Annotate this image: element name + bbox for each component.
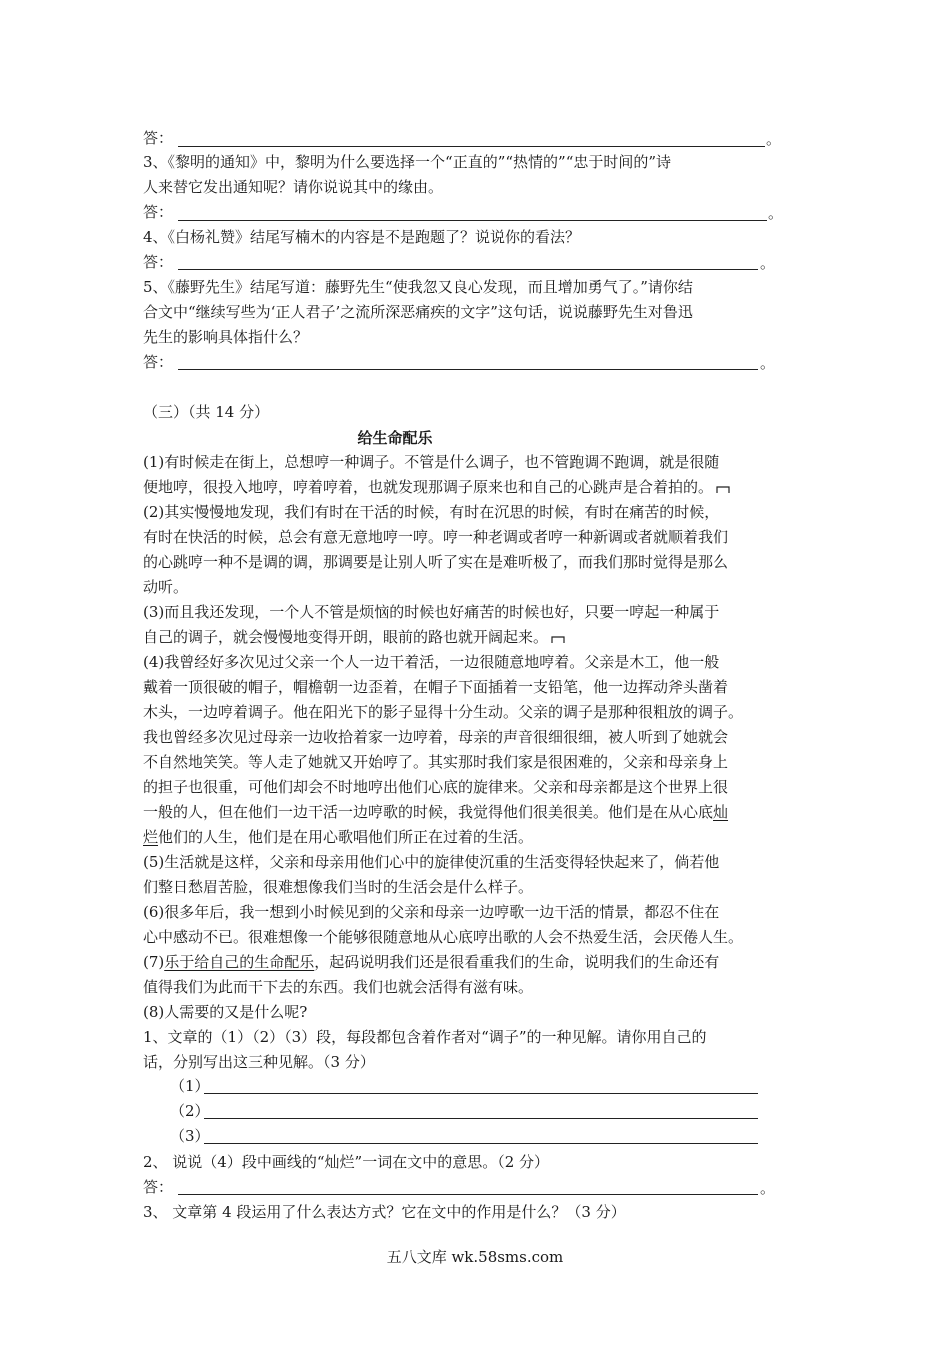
answer-line-3 <box>143 200 833 225</box>
answer-period: 。 <box>768 204 784 222</box>
paragraph-2-line-4: 动听。 <box>143 578 189 596</box>
paragraph-3-text: 自己的调子，就会慢慢地变得开朗，眼前的路也就开阔起来。 <box>143 628 549 646</box>
paragraph-5-line-2: 们整日愁眉苦脸，很难想像我们当时的生活会是什么样子。 <box>143 878 534 896</box>
paragraph-4-line-1: (4)我曾经好多次见过父亲一个人一边干着活，一边很随意地哼着。父亲是木工，他一般 <box>143 653 720 671</box>
paragraph-2-line-2: 有时在快活的时候，总会有意无意地哼一哼。哼一种老调或者哼一种新调或者就顺着我们 <box>143 528 729 546</box>
paragraph-7-line-2: 值得我们为此而干下去的东西。我们也就会活得有滋有味。 <box>143 978 534 996</box>
paragraph-1-line-2 <box>143 475 833 500</box>
reading-question-3-line-1: 3、 文章第 4 段运用了什么表达方式？它在文中的作用是什么？（3 分） <box>143 1203 626 1221</box>
paragraph-8-line-1: (8)人需要的又是什么呢? <box>143 1003 308 1021</box>
reading-question-1-line-2: 话，分别写出这三种见解。（3 分） <box>143 1053 375 1071</box>
answer-line-5 <box>143 350 833 375</box>
paragraph-7-line-1 <box>143 950 833 975</box>
paragraph-4-text: 他们的人生，他们是在用心歌唱他们所正在过着的生活。 <box>158 828 534 846</box>
paragraph-5-line-1: (5)生活就是这样，父亲和母亲用他们心中的旋律使沉重的生活变得轻快起来了，倘若他 <box>143 853 720 871</box>
paragraph-1-line-1: (1)有时候走在街上，总想哼一种调子。不管是什么调子，也不管跑调不跑调，就是很随 <box>143 453 720 471</box>
editing-mark-icon <box>716 484 730 494</box>
paragraph-2-line-3: 的心跳哼一种不是调的调，那调要是让别人听了实在是难听极了，而我们那时觉得是那么 <box>143 553 729 571</box>
question-4-line-1: 4、《白杨礼赞》结尾写楠木的内容是不是跑题了？说说你的看法？ <box>143 228 581 246</box>
answer-label: 答： <box>143 253 174 271</box>
question-3-line-2: 人来替它发出通知呢？请你说说其中的缘由。 <box>143 178 444 196</box>
answer-rule <box>178 269 758 270</box>
sub-answer-label-2: （2） <box>170 1102 210 1120</box>
question-5-line-2: 合文中“继续写些为‘正人君子’之流所深恶痛疾的文字”这句话，说说藤野先生对鲁迅 <box>143 303 693 321</box>
paragraph-4-line-5: 不自然地笑笑。等人走了她就又开始哼了。其实那时我们家是很困难的，父亲和母亲身上 <box>143 753 729 771</box>
answer-line-reading-2 <box>143 1175 833 1200</box>
answer-period: 。 <box>760 354 776 372</box>
sub-answer-rule-1 <box>204 1093 758 1094</box>
sub-answer-label-1: （1） <box>170 1077 210 1095</box>
paragraph-4-line-2: 戴着一顶很破的帽子，帽檐朝一边歪着，在帽子下面插着一支铅笔，他一边挥动斧头凿着 <box>143 678 729 696</box>
question-5-line-3: 先生的影响具体指什么？ <box>143 328 309 346</box>
paragraph-4-line-7 <box>143 800 833 825</box>
paragraph-4-line-6: 的担子也很重，可他们却会不时地哼出他们心底的旋律来。父亲和母亲都是这个世界上很 <box>143 778 729 796</box>
answer-label: 答： <box>143 353 174 371</box>
paragraph-2-line-1: (2)其实慢慢地发现，我们有时在干活的时候，有时在沉思的时候，有时在痛苦的时候， <box>143 503 720 521</box>
paragraph-4-line-8 <box>143 825 833 850</box>
question-5-line-1: 5、《藤野先生》结尾写道：藤野先生“使我忽又良心发现，而且增加勇气了。”请你结 <box>143 278 693 296</box>
answer-period: 。 <box>760 1179 776 1197</box>
answer-rule <box>178 220 767 221</box>
paragraph-1-text: 便地哼，很投入地哼，哼着哼着，也就发现那调子原来也和自己的心跳声是合着拍的。 <box>143 478 714 496</box>
sub-answer-label-3: （3） <box>170 1127 210 1145</box>
page-footer: 五八文库 wk.58sms.com <box>386 1248 564 1266</box>
passage-title: 给生命配乐 <box>357 429 433 447</box>
answer-label: 答： <box>143 203 174 221</box>
paragraph-6-line-1: (6)很多年后，我一想到小时候见到的父亲和母亲一边哼歌一边干活的情景，都忍不住在 <box>143 903 720 921</box>
section-heading: （三）（共 14 分） <box>143 403 270 421</box>
answer-label: 答： <box>143 1178 174 1196</box>
answer-label: 答： <box>143 129 174 147</box>
question-3-line-1: 3、《黎明的通知》中，黎明为什么要选择一个“正直的”“热情的”“忠于时间的”诗 <box>143 153 672 171</box>
underlined-phrase: 乐于给自己的生命配乐 <box>164 953 315 971</box>
reading-question-1-line-1: 1、文章的（1）（2）（3）段，每段都包含着作者对“调子”的一种见解。请你用自己的 <box>143 1028 707 1046</box>
answer-rule <box>178 369 758 370</box>
answer-period: 。 <box>760 254 776 272</box>
paragraph-4-line-4: 我也曾经多次见过母亲一边收拾着家一边哼着，母亲的声音很细很细，被人听到了她就会 <box>143 728 729 746</box>
underlined-word-can: 灿 <box>713 803 729 821</box>
paragraph-4-text: 一般的人，但在他们一边干活一边哼歌的时候，我觉得他们很美很美。他们是在从心底 <box>143 803 714 821</box>
paragraph-4-line-3: 木头，一边哼着调子。他在阳光下的影子显得十分生动。父亲的调子是那种很粗放的调子。 <box>143 703 744 721</box>
underlined-word-lan: 烂 <box>143 828 159 846</box>
answer-line-4 <box>143 250 833 275</box>
answer-rule <box>178 1194 758 1195</box>
paragraph-3-line-1: (3)而且我还发现，一个人不管是烦恼的时候也好痛苦的时候也好，只要一哼起一种属于 <box>143 603 720 621</box>
paragraph-7-text: ，起码说明我们还是很看重我们的生命，说明我们的生命还有 <box>314 953 720 971</box>
answer-line-1 <box>143 126 833 151</box>
paragraph-3-line-2 <box>143 625 833 650</box>
answer-period: 。 <box>766 130 782 148</box>
reading-question-2-line-1: 2、 说说（4）段中画线的“灿烂”一词在文中的意思。（2 分） <box>143 1153 550 1171</box>
paragraph-7-text: (7) <box>143 953 165 971</box>
sub-answer-rule-3 <box>204 1143 758 1144</box>
editing-mark-icon <box>551 634 565 644</box>
paragraph-6-line-2: 心中感动不已。很难想像一个能够很随意地从心底哼出歌的人会不热爱生活，会厌倦人生。 <box>143 928 744 946</box>
sub-answer-rule-2 <box>204 1118 758 1119</box>
answer-rule <box>178 146 765 147</box>
